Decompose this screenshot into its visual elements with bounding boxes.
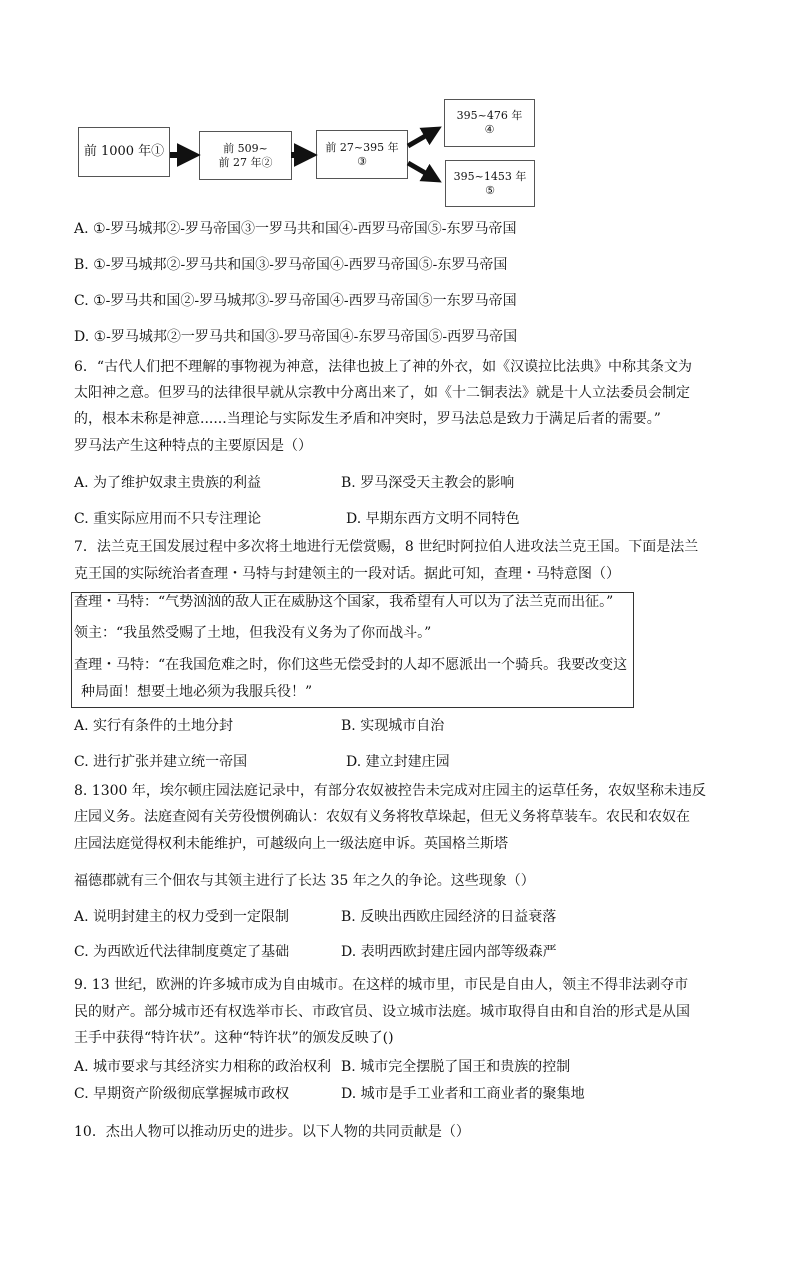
arrow-3-4 [408, 131, 434, 146]
q7-dialogue-4: 种局面！想要土地必须为我服兵役！” [81, 684, 313, 700]
q5-option-c: C. ①-罗马共和国②-罗马城邦③-罗马帝国④-西罗马帝国⑤一东罗马帝国 [74, 293, 517, 309]
q9-option-d: D. 城市是手工业者和工商业者的聚集地 [341, 1086, 585, 1102]
q7-line-2: 克王国的实际统治者查理・马特与封建领主的一段对话。据此可知，查理・马特意图（） [74, 566, 620, 582]
q8-option-c: C. 为西欧近代法律制度奠定了基础 [74, 944, 290, 960]
box-4-line1: 395~476 年 [456, 109, 523, 122]
q6-line-1: 6．“古代人们把不理解的事物视为神意，法律也披上了神的外衣，如《汉谟拉比法典》中称其条文为 [74, 359, 693, 375]
q6-option-d: D. 早期东西方文明不同特色 [346, 511, 520, 527]
q9-line-3: 王手中获得“特许状”。这种“特许状”的颁发反映了() [74, 1030, 394, 1046]
q6-line-3: 的，根本未称是神意......当理论与实际发生矛盾和冲突时，罗马法总是致力于满足后者的需要。” [74, 411, 661, 427]
q5-option-d: D. ①-罗马城邦②一罗马共和国③-罗马帝国④-东罗马帝国⑤-西罗马帝国 [74, 329, 518, 345]
q7-dialogue-2: 领主：“我虽然受赐了土地，但我没有义务为了你而战斗。” [74, 625, 432, 641]
q6-line-4: 罗马法产生这种特点的主要原因是（） [74, 438, 312, 454]
box-2-line2: 前 27 年② [218, 155, 273, 169]
q10-line: 10．杰出人物可以推动历史的进步。以下人物的共同贡献是（） [74, 1124, 470, 1140]
q9-option-b: B. 城市完全摆脱了国王和贵族的控制 [341, 1059, 571, 1075]
q9-option-a: A. 城市要求与其经济实力相称的政治权利 [74, 1059, 332, 1075]
q6-option-b: B. 罗马深受天主教会的影响 [341, 475, 515, 491]
q7-dialogue-1: 查理・马特：“气势汹汹的敌人正在威胁这个国家，我希望有人可以为了法兰克而出征。” [74, 594, 614, 610]
box-1-label: 前 1000 年① [83, 144, 165, 159]
box-5-line1: 395~1453 年 [453, 169, 527, 183]
q7-option-b: B. 实现城市自治 [341, 718, 445, 734]
box-5-line2: ⑤ [485, 183, 495, 197]
q7-dialogue-3: 查理・马特：“在我国危难之时，你们这些无偿受封的人却不愿派出一个骑兵。我要改变这 [74, 657, 628, 673]
box-4-line2: ④ [484, 123, 495, 136]
q7-option-c: C. 进行扩张并建立统一帝国 [74, 754, 248, 770]
q8-line-2: 庄园义务。法庭查阅有关劳役惯例确认：农奴有义务将牧草垛起，但无义务将草装车。农民和农奴在 [74, 809, 690, 825]
q8-line-1: 8. 1300 年，埃尔顿庄园法庭记录中，有部分农奴被控告未完成对庄园主的运草任务，农奴坚称未违反 [74, 783, 706, 799]
diagram-arrows [0, 0, 793, 220]
q9-line-1: 9. 13 世纪，欧洲的许多城市成为自由城市。在这样的城市里，市民是自由人，领主不得非法剥夺市 [74, 977, 689, 993]
q7-option-d: D. 建立封建庄园 [346, 754, 450, 770]
arrow-3-5 [408, 163, 434, 178]
q6-option-a: A. 为了维护奴隶主贵族的利益 [74, 475, 262, 491]
q7-line-1: 7．法兰克王国发展过程中多次将土地进行无偿赏赐，8 世纪时阿拉伯人进攻法兰克王国。下面是法兰 [74, 539, 699, 555]
q8-line-3: 庄园法庭觉得权利未能维护，可越级向上一级法庭申诉。英国格兰斯塔 [74, 836, 508, 852]
box-3-line1: 前 27~395 年 [325, 140, 399, 154]
box-3-line2: ③ [357, 154, 367, 168]
q6-option-c: C. 重实际应用而不只专注理论 [74, 511, 262, 527]
q5-option-a: A. ①-罗马城邦②-罗马帝国③一罗马共和国④-西罗马帝国⑤-东罗马帝国 [74, 221, 517, 237]
q8-option-d: D. 表明西欧封建庄园内部等级森严 [341, 944, 557, 960]
q7-option-a: A. 实行有条件的土地分封 [74, 718, 234, 734]
q5-option-b: B. ①-罗马城邦②-罗马共和国③-罗马帝国④-西罗马帝国⑤-东罗马帝国 [74, 257, 508, 273]
q8-option-a: A. 说明封建主的权力受到一定限制 [74, 909, 290, 925]
q6-line-2: 太阳神之意。但罗马的法律很早就从宗教中分离出来了，如《十二铜表法》就是十人立法委员会制定 [74, 385, 690, 401]
q8-option-b: B. 反映出西欧庄园经济的日益衰落 [341, 909, 557, 925]
box-2-line1: 前 509~ [223, 141, 268, 155]
q8-line-4: 福德郡就有三个佃农与其领主进行了长达 35 年之久的争论。这些现象（） [74, 873, 535, 889]
q9-line-2: 民的财产。部分城市还有权选举市长、市政官员、设立城市法庭。城市取得自由和自治的形式是从国 [74, 1004, 690, 1020]
q9-option-c: C. 早期资产阶级彻底掌握城市政权 [74, 1086, 290, 1102]
